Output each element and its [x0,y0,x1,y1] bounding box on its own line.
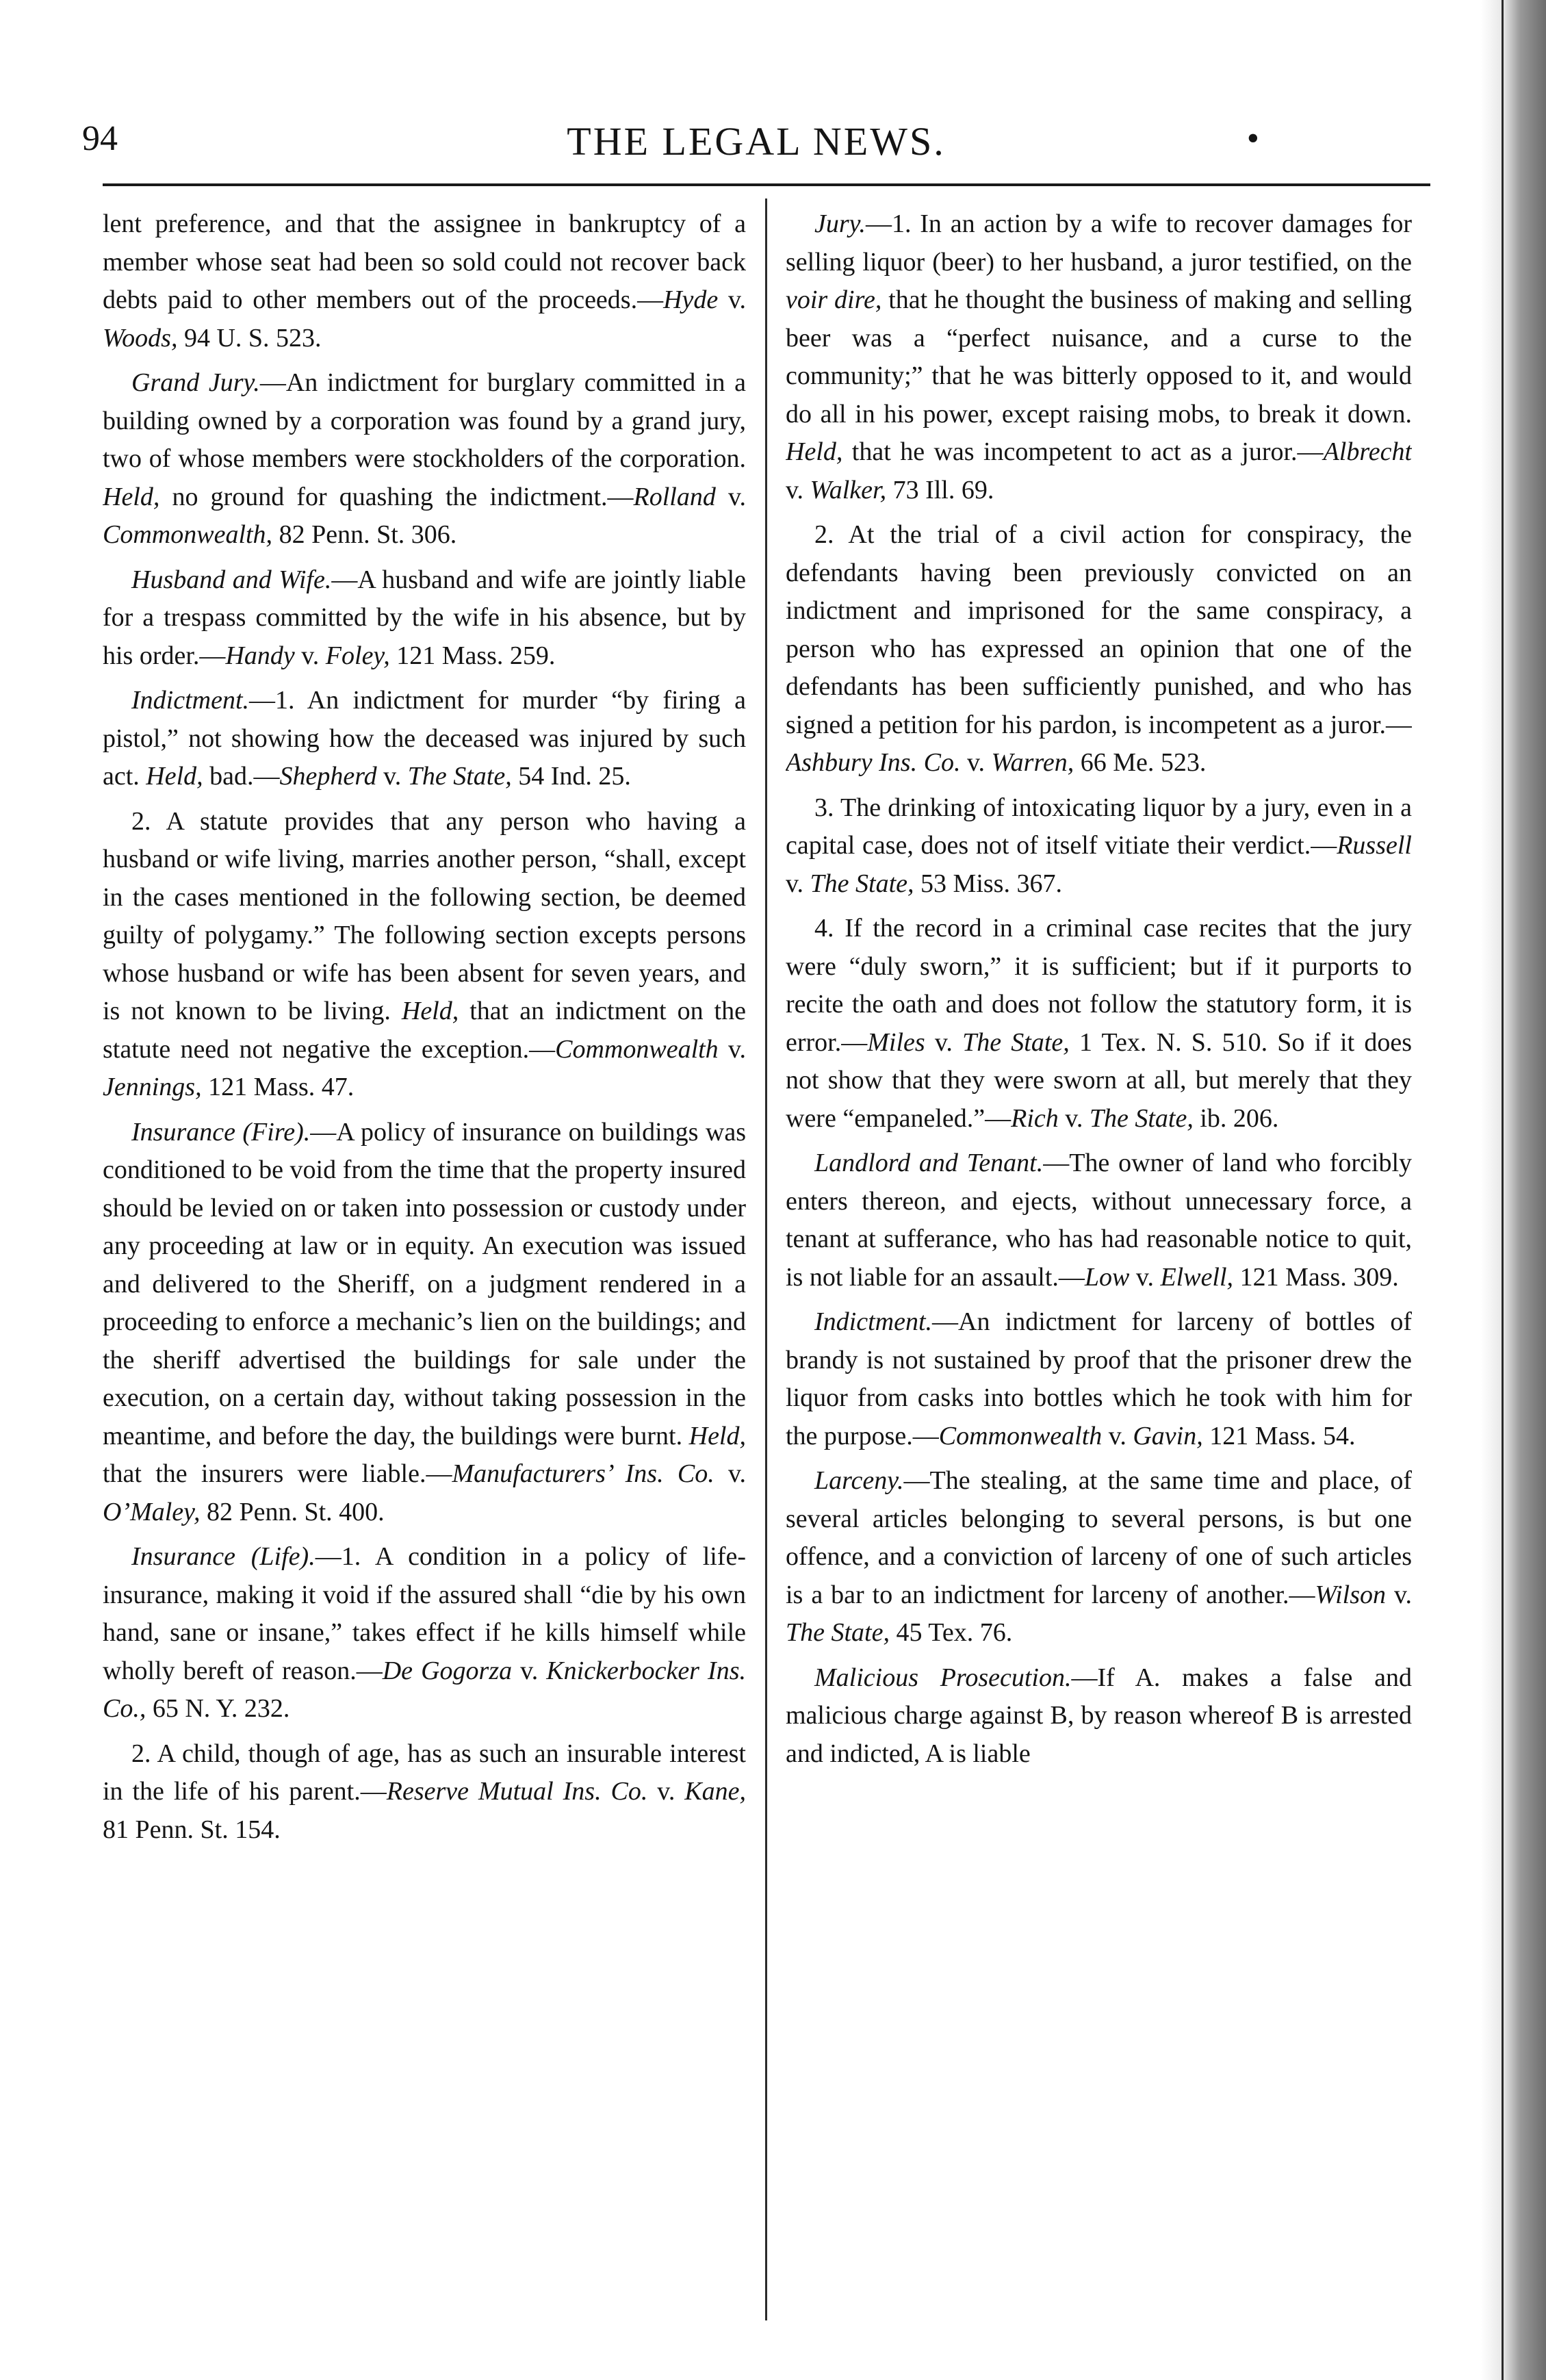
italic-run: Commonwealth [555,1034,719,1064]
italic-run: Russell [1337,831,1412,860]
text-run: —1. An indictment for murder “by firing a pistol,” not showing how the deceased was injured by such act. [103,686,746,791]
italic-run: Held, [688,1421,746,1450]
text-run: v. [786,869,810,898]
text-run: —A husband and wife are jointly liable for a trespass committed by the wife in his absence, but by his order.— [103,565,746,670]
paragraph [786,910,1412,1138]
italic-run: Held, [146,762,203,791]
page-edge-line [1502,0,1504,2380]
text-run: 73 Ill. 69. [886,475,994,504]
paragraph [103,803,746,1107]
text-run: 2. A child, though of age, has as such an insurable interest in the life of his parent.— [103,1739,746,1806]
paragraph [103,364,746,554]
text-run: v. [376,762,408,791]
italic-run: Held, [401,997,459,1025]
italic-run: Indictment. [131,686,250,715]
italic-run: Insurance (Life). [131,1542,315,1571]
italic-run: Walker, [810,475,887,504]
text-run: v. [718,1034,746,1064]
text-run: 1 Tex. N. S. 510. So if it does not show that they were sworn at all, but merely that they were “empaneled.”— [786,1027,1412,1133]
italic-run: Commonwealth [938,1421,1103,1450]
column-divider [765,199,767,2320]
text-run: —The stealing, at the same time and place, of several articles belonging to several persons, is but one offence, and a conviction of larceny of one of such articles is a bar to an indictment for larceny of another.— [786,1466,1412,1609]
italic-run: Manufacturers’ Ins. Co. [452,1459,714,1488]
text-run: —The owner of land who forcibly enters thereon, and ejects, without unnecessary force, a tenant at sufferance, who has had reasonable notice to quit, is not liable for an assault.— [786,1149,1412,1292]
text-run: v. [715,482,746,511]
italic-run: voir dire, [786,285,882,314]
text-run: 2. A statute provides that any person who having a husband or wife living, marries another person, “shall, except in the cases mentioned in the following section, be deemed guilty of polygamy.” The following section excepts persons whose husband or wife has been absent for seven years, and is not known to be living. [103,806,746,1025]
paragraph [786,1144,1412,1296]
italic-run: Jennings, [103,1073,202,1101]
header-rule [103,183,1430,186]
italic-run: Landlord and Tenant. [814,1149,1044,1177]
italic-run: Rich [1011,1103,1059,1133]
text-run: 121 Mass. 54. [1202,1421,1356,1450]
italic-run: Warren, [991,748,1074,777]
italic-run: Ashbury Ins. Co. [786,748,961,777]
italic-run: Reserve Mutual Ins. Co. [386,1777,648,1806]
italic-run: Woods, [103,323,178,353]
paragraph [103,1735,746,1850]
text-run: ib. 206. [1193,1103,1279,1133]
text-run: —If A. makes a false and malicious charge against B, by reason whereof B is arrested and indicted, A is liable [786,1663,1412,1768]
italic-run: Indictment. [814,1307,933,1336]
left-column [103,205,746,2348]
italic-run: Albrecht [1323,437,1412,466]
paragraph [786,205,1412,509]
italic-run: Kane, [684,1777,746,1806]
text-run: 121 Mass. 259. [389,641,556,670]
italic-run: Jury. [814,209,866,238]
text-run: 2. At the trial of a civil action for conspiracy, the defendants having been previously convicted on an indictment and imprisoned for the same conspiracy, a person who has expressed an opinion that one of the defendants has been sufficiently punished, and who has signed a petition for his pardon, is incompetent as a juror.— [786,520,1412,739]
page-edge-shadow [1481,0,1546,2380]
paragraph [103,1114,746,1532]
text-run: that an indictment on the statute need not negative the exception.— [103,997,746,1064]
running-title: THE LEGAL NEWS. [567,119,946,164]
text-run: v. [647,1777,685,1806]
italic-run: Larceny. [814,1466,904,1495]
text-run: v. [718,285,746,314]
page-number: 94 [82,119,118,158]
paragraph [103,205,746,357]
italic-run: Rolland [633,482,716,511]
italic-run: Wilson [1315,1580,1386,1609]
text-run: 3. The drinking of intoxicating liquor by a jury, even in a capital case, does not of itself vitiate their verdict.— [786,793,1412,860]
page-header [82,113,1430,175]
text-run: 4. If the record in a criminal case recites that the jury were “duly sworn,” it is sufficient; but if it purports to recite the oath and does not follow the statutory form, it is error.— [786,914,1412,1057]
text-run: v. [1102,1421,1133,1450]
paragraph [786,789,1412,904]
italic-run: The State, [810,869,914,898]
italic-run: Held, [103,482,160,511]
text-run: that the insurers were liable.— [103,1459,452,1488]
right-column [786,205,1412,2348]
text-run: 82 Penn. St. 306. [272,520,457,549]
text-run: v. [1058,1103,1090,1133]
text-run: v. [294,641,326,670]
text-run: 121 Mass. 309. [1233,1262,1399,1292]
italic-run: Miles [867,1027,925,1057]
italic-run: Shepherd [279,762,377,791]
text-run: v. [925,1027,963,1057]
header-mark: • [1246,119,1259,158]
italic-run: The State, [407,762,512,791]
text-run: bad.— [203,762,280,791]
text-run: —An indictment for burglary committed in a building owned by a corporation was found by a grand jury, two of whose members were stockholders of the corporation. [103,368,746,473]
text-run: —An indictment for larceny of bottles of brandy is not sustained by proof that the prisoner drew the liquor from casks into bottles which he took with him for the purpose.— [786,1307,1412,1450]
italic-run: Commonwealth, [103,520,273,549]
text-run: 82 Penn. St. 400. [200,1497,385,1526]
text-run: 53 Miss. 367. [914,869,1062,898]
text-run: v. [1385,1580,1412,1609]
italic-run: Handy [225,641,295,670]
text-run: —1. In an action by a wife to recover damages for selling liquor (beer) to her husband, a juror testified, on the [786,209,1412,277]
italic-run: Grand Jury. [131,368,260,397]
italic-run: The State, [962,1027,1070,1057]
italic-run: Husband and Wife. [131,565,332,594]
italic-run: Knickerbocker Ins. Co., [103,1656,746,1723]
italic-run: Held, [786,437,843,466]
italic-run: De Gogorza [382,1656,513,1685]
text-run: v. [714,1459,746,1488]
italic-run: Low [1084,1262,1130,1292]
italic-run: Malicious Prosecution. [814,1663,1072,1692]
text-run: that he thought the business of making and selling beer was a “perfect nuisance, and a curse to the community;” that he was bitterly opposed to it, and would do all in his power, except raising mobs, to break it down. [786,285,1412,428]
text-run: 54 Ind. 25. [511,762,631,791]
text-run: 81 Penn. St. 154. [103,1815,281,1844]
italic-run: Gavin, [1133,1421,1203,1450]
text-run: lent preference, and that the assignee in bankruptcy of a member whose seat had been so sold could not recover back debts paid to other members out of the proceeds.— [103,209,746,314]
text-run: 94 U. S. 523. [177,323,322,353]
italic-run: O’Maley, [103,1497,201,1526]
text-run: no ground for quashing the indictment.— [159,482,634,511]
paragraph [103,561,746,676]
text-run: that he was incompetent to act as a juror.— [842,437,1324,466]
text-run: v. [960,748,992,777]
paragraph [786,516,1412,782]
italic-run: The State, [786,1618,890,1647]
text-run: 65 N. Y. 232. [146,1694,290,1723]
italic-run: Hyde [663,285,719,314]
text-run: 66 Me. 523. [1074,748,1207,777]
text-run: v. [786,475,810,504]
text-run: v. [512,1656,547,1685]
italic-run: Foley, [325,641,390,670]
text-run: 45 Tex. 76. [889,1618,1013,1647]
paragraph [103,682,746,796]
paragraph [786,1462,1412,1652]
text-run: 121 Mass. 47. [201,1073,355,1101]
paragraph [786,1303,1412,1455]
paragraph [786,1659,1412,1774]
paragraph [103,1538,746,1728]
italic-run: The State, [1089,1103,1194,1133]
text-run: —A policy of insurance on buildings was conditioned to be void from the time that the property insured should be levied on or taken into possession or custody under any proceeding at law or in equity. An execution was issued and delivered to the Sheriff, on a judgment rendered in a proceeding to enforce a mechanic’s lien on the buildings; and the sheriff advertised the buildings for sale under the execution, on a certain day, without taking possession in the meantime, and before the day, the buildings were burnt. [103,1117,746,1450]
text-run: v. [1129,1262,1161,1292]
text-run: —1. A condition in a policy of life-insurance, making it void if the assured shall “die by his own hand, sane or insane,” takes effect if he kills himself while wholly bereft of reason.— [103,1542,746,1685]
italic-run: Insurance (Fire). [131,1117,311,1147]
italic-run: Elwell, [1160,1262,1234,1292]
